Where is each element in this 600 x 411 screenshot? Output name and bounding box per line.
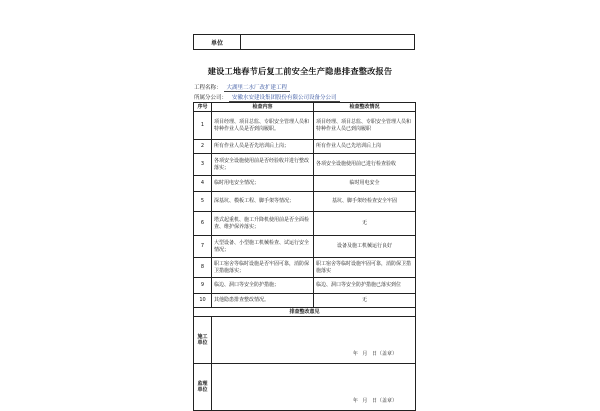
supervision-signature-cell [212,364,416,411]
row-no: 3 [194,154,212,176]
row-content: 所有作业人员是否先培训后上岗； [212,140,314,154]
table-row [194,212,416,236]
row-no: 8 [194,258,212,278]
previous-table-fragment [193,34,415,50]
header-no: 序号 [194,103,212,112]
project-name-value: 大湖里二水厂改扩建工程 [224,83,291,92]
table-row [194,154,416,176]
table-row [194,294,416,308]
row-status: 无 [314,294,416,308]
table-row [194,236,416,258]
row-content: 大型设备、小型施工机械检查、试运行安全情况； [212,236,314,258]
previous-unit-label: 单位 [194,35,241,50]
row-no: 5 [194,192,212,212]
row-content: 深基坑、模板工程、脚手架等情况； [212,192,314,212]
header-status: 检查整改情况 [314,103,416,112]
table-row [194,140,416,154]
construction-unit-label: 施工单位 [194,317,212,364]
row-status: 无 [314,212,416,236]
row-status: 各项安全设施使用前已进行检查验收 [314,154,416,176]
project-name-label: 工程名称： [194,85,222,91]
result-title-row [194,308,416,317]
row-content: 临边、洞口等安全防护措施； [212,278,314,294]
branch-company-line [194,93,340,102]
signature-row-supervision [194,364,416,411]
row-no: 7 [194,236,212,258]
result-title: 排查整改意见 [194,308,416,317]
construction-signature-cell [212,317,416,364]
row-no: 2 [194,140,212,154]
row-no: 9 [194,278,212,294]
table-row [194,278,416,294]
header-content: 检查内容 [212,103,314,112]
row-no: 10 [194,294,212,308]
row-no: 4 [194,176,212,192]
row-content: 职工宿舍等临时设施是否牢固可靠，消防保卫措施落实； [212,258,314,278]
row-status: 临边、洞口等安全防护措施已落实到位 [314,278,416,294]
supervision-date-stamp: 年 月 日（盖章） [352,397,397,404]
table-row [194,112,416,140]
row-status: 基坑、脚手架经检查安全牢固 [314,192,416,212]
row-status: 项目经理、项目总监、专职安全管理人员和特种作业人员已到岗履职 [314,112,416,140]
table-row [194,192,416,212]
row-content: 其他隐患排查整改情况。 [212,294,314,308]
table-row [194,258,416,278]
row-no: 6 [194,212,212,236]
row-content: 项目经理、项目总监、专职安全管理人员和特种作业人员是否到岗履职。 [212,112,314,140]
row-status: 设备及施工机械运行良好 [314,236,416,258]
row-content: 各项安全设施使用前是否经验收并进行整改落实； [212,154,314,176]
report-title: 建设工地春节后复工前安全生产隐患排查整改报告 [207,66,393,76]
construction-date-stamp: 年 月 日（盖章） [352,350,397,357]
row-status: 临时用电安全 [314,176,416,192]
row-content: 塔式起重机、施工升降机使用前是否全面检查、维护保养落实； [212,212,314,236]
branch-company-label: 所属分公司： [194,95,228,101]
row-content: 临时用电安全情况； [212,176,314,192]
table-header-row [194,103,416,112]
row-no: 1 [194,112,212,140]
project-name-line [194,83,290,92]
row-status: 所有作业人员已先培训后上岗 [314,140,416,154]
supervision-unit-label: 监理单位 [194,364,212,411]
row-status: 职工宿舍等临时设施牢固可靠，消防保卫措施落实 [314,258,416,278]
branch-company-value: 安徽水安建设集团股份有限公司设备分公司 [229,93,340,102]
inspection-table [193,102,416,411]
signature-row-construction [194,317,416,364]
previous-unit-cell [241,35,415,50]
table-row [194,176,416,192]
